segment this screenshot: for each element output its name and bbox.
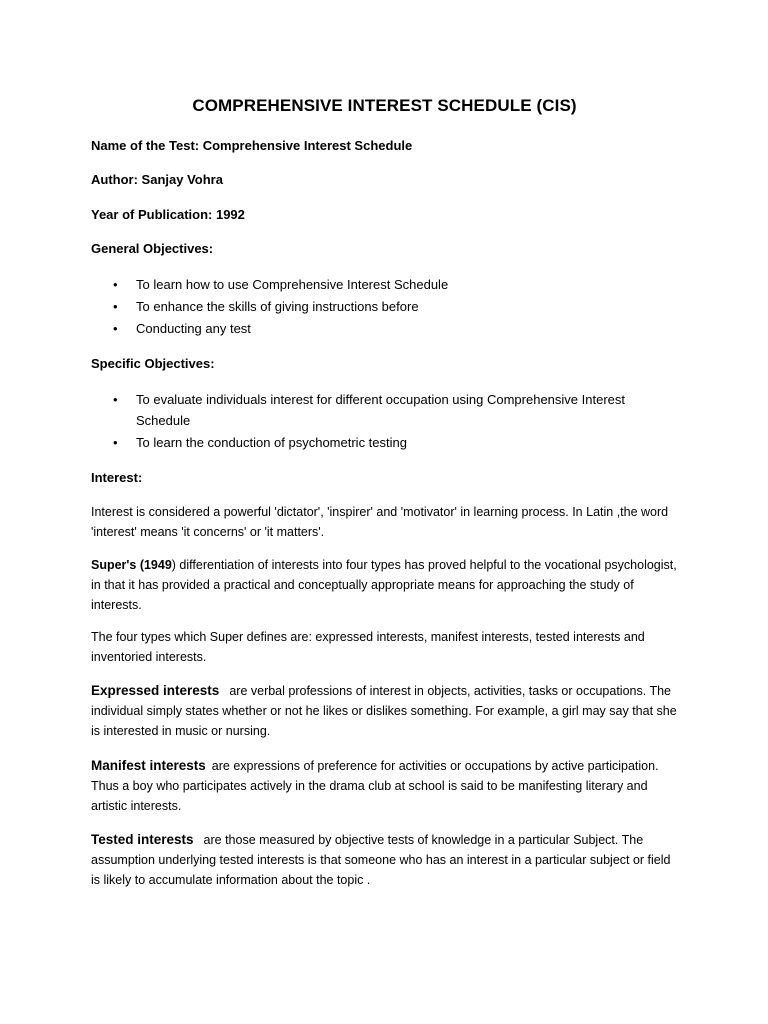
list-item: • Conducting any test bbox=[91, 318, 678, 339]
general-objectives-heading: General Objectives: bbox=[91, 241, 214, 256]
list-item: • To learn the conduction of psychometric testing bbox=[91, 432, 678, 453]
interest-definition-paragraph: Interest is considered a powerful 'dictator', 'inspirer' and 'motivator' in learning process. In Latin ,the word 'interest' means 'it concerns' or 'it matters'. bbox=[91, 505, 669, 539]
interest-heading: Interest: bbox=[91, 470, 143, 485]
manifest-interests-term: Manifest interests bbox=[91, 758, 206, 773]
bullet-icon: • bbox=[113, 277, 118, 292]
super-paragraph: Super's (1949) differentiation of interests into four types has proved helpful to the vocational psychologist, in that it has provided a practical and conceptually appropriate means for approaching the study of interests. bbox=[91, 558, 677, 612]
list-item: • To evaluate individuals interest for different occupation using Comprehensive Interest Schedule bbox=[91, 389, 678, 431]
expressed-interests-term: Expressed interests bbox=[91, 683, 220, 698]
author-line: Author: Sanjay Vohra bbox=[91, 172, 223, 187]
general-objectives-list bbox=[91, 274, 678, 340]
document-title: COMPREHENSIVE INTEREST SCHEDULE (CIS) bbox=[192, 96, 577, 115]
tested-interests-paragraph: Tested interests are those measured by objective tests of knowledge in a particular Subject. The assumption underlying tested interests is that someone who has an interest in a particular subject or field is likely to accumulate information about the topic . bbox=[91, 832, 671, 887]
list-item: • To learn how to use Comprehensive Interest Schedule bbox=[91, 274, 678, 295]
expressed-interests-paragraph: Expressed interests are verbal professions of interest in objects, activities, tasks or occupations. The individual simply states whether or not he likes or dislikes something. For example, a girl may say that she is interested in music or nursing. bbox=[91, 683, 677, 738]
bullet-icon: • bbox=[113, 321, 118, 336]
specific-objectives-list bbox=[91, 389, 678, 454]
four-types-paragraph: The four types which Super defines are: expressed interests, manifest interests, tested interests and inventoried interests. bbox=[91, 630, 645, 664]
test-name-line: Name of the Test: Comprehensive Interest Schedule bbox=[91, 138, 413, 153]
specific-objectives-heading: Specific Objectives: bbox=[91, 356, 215, 371]
tested-interests-term: Tested interests bbox=[91, 832, 194, 847]
bullet-icon: • bbox=[113, 435, 118, 450]
list-item: • To enhance the skills of giving instructions before bbox=[91, 296, 678, 317]
bullet-icon: • bbox=[113, 299, 118, 314]
year-line: Year of Publication: 1992 bbox=[91, 207, 245, 222]
super-citation: Super's (1949 bbox=[91, 558, 172, 572]
manifest-interests-paragraph: Manifest interests are expressions of preference for activities or occupations by active participation. Thus a boy who participates actively in the drama club at school is said to be manifesting literary and artistic interests. bbox=[91, 758, 659, 813]
bullet-icon: • bbox=[113, 392, 118, 407]
